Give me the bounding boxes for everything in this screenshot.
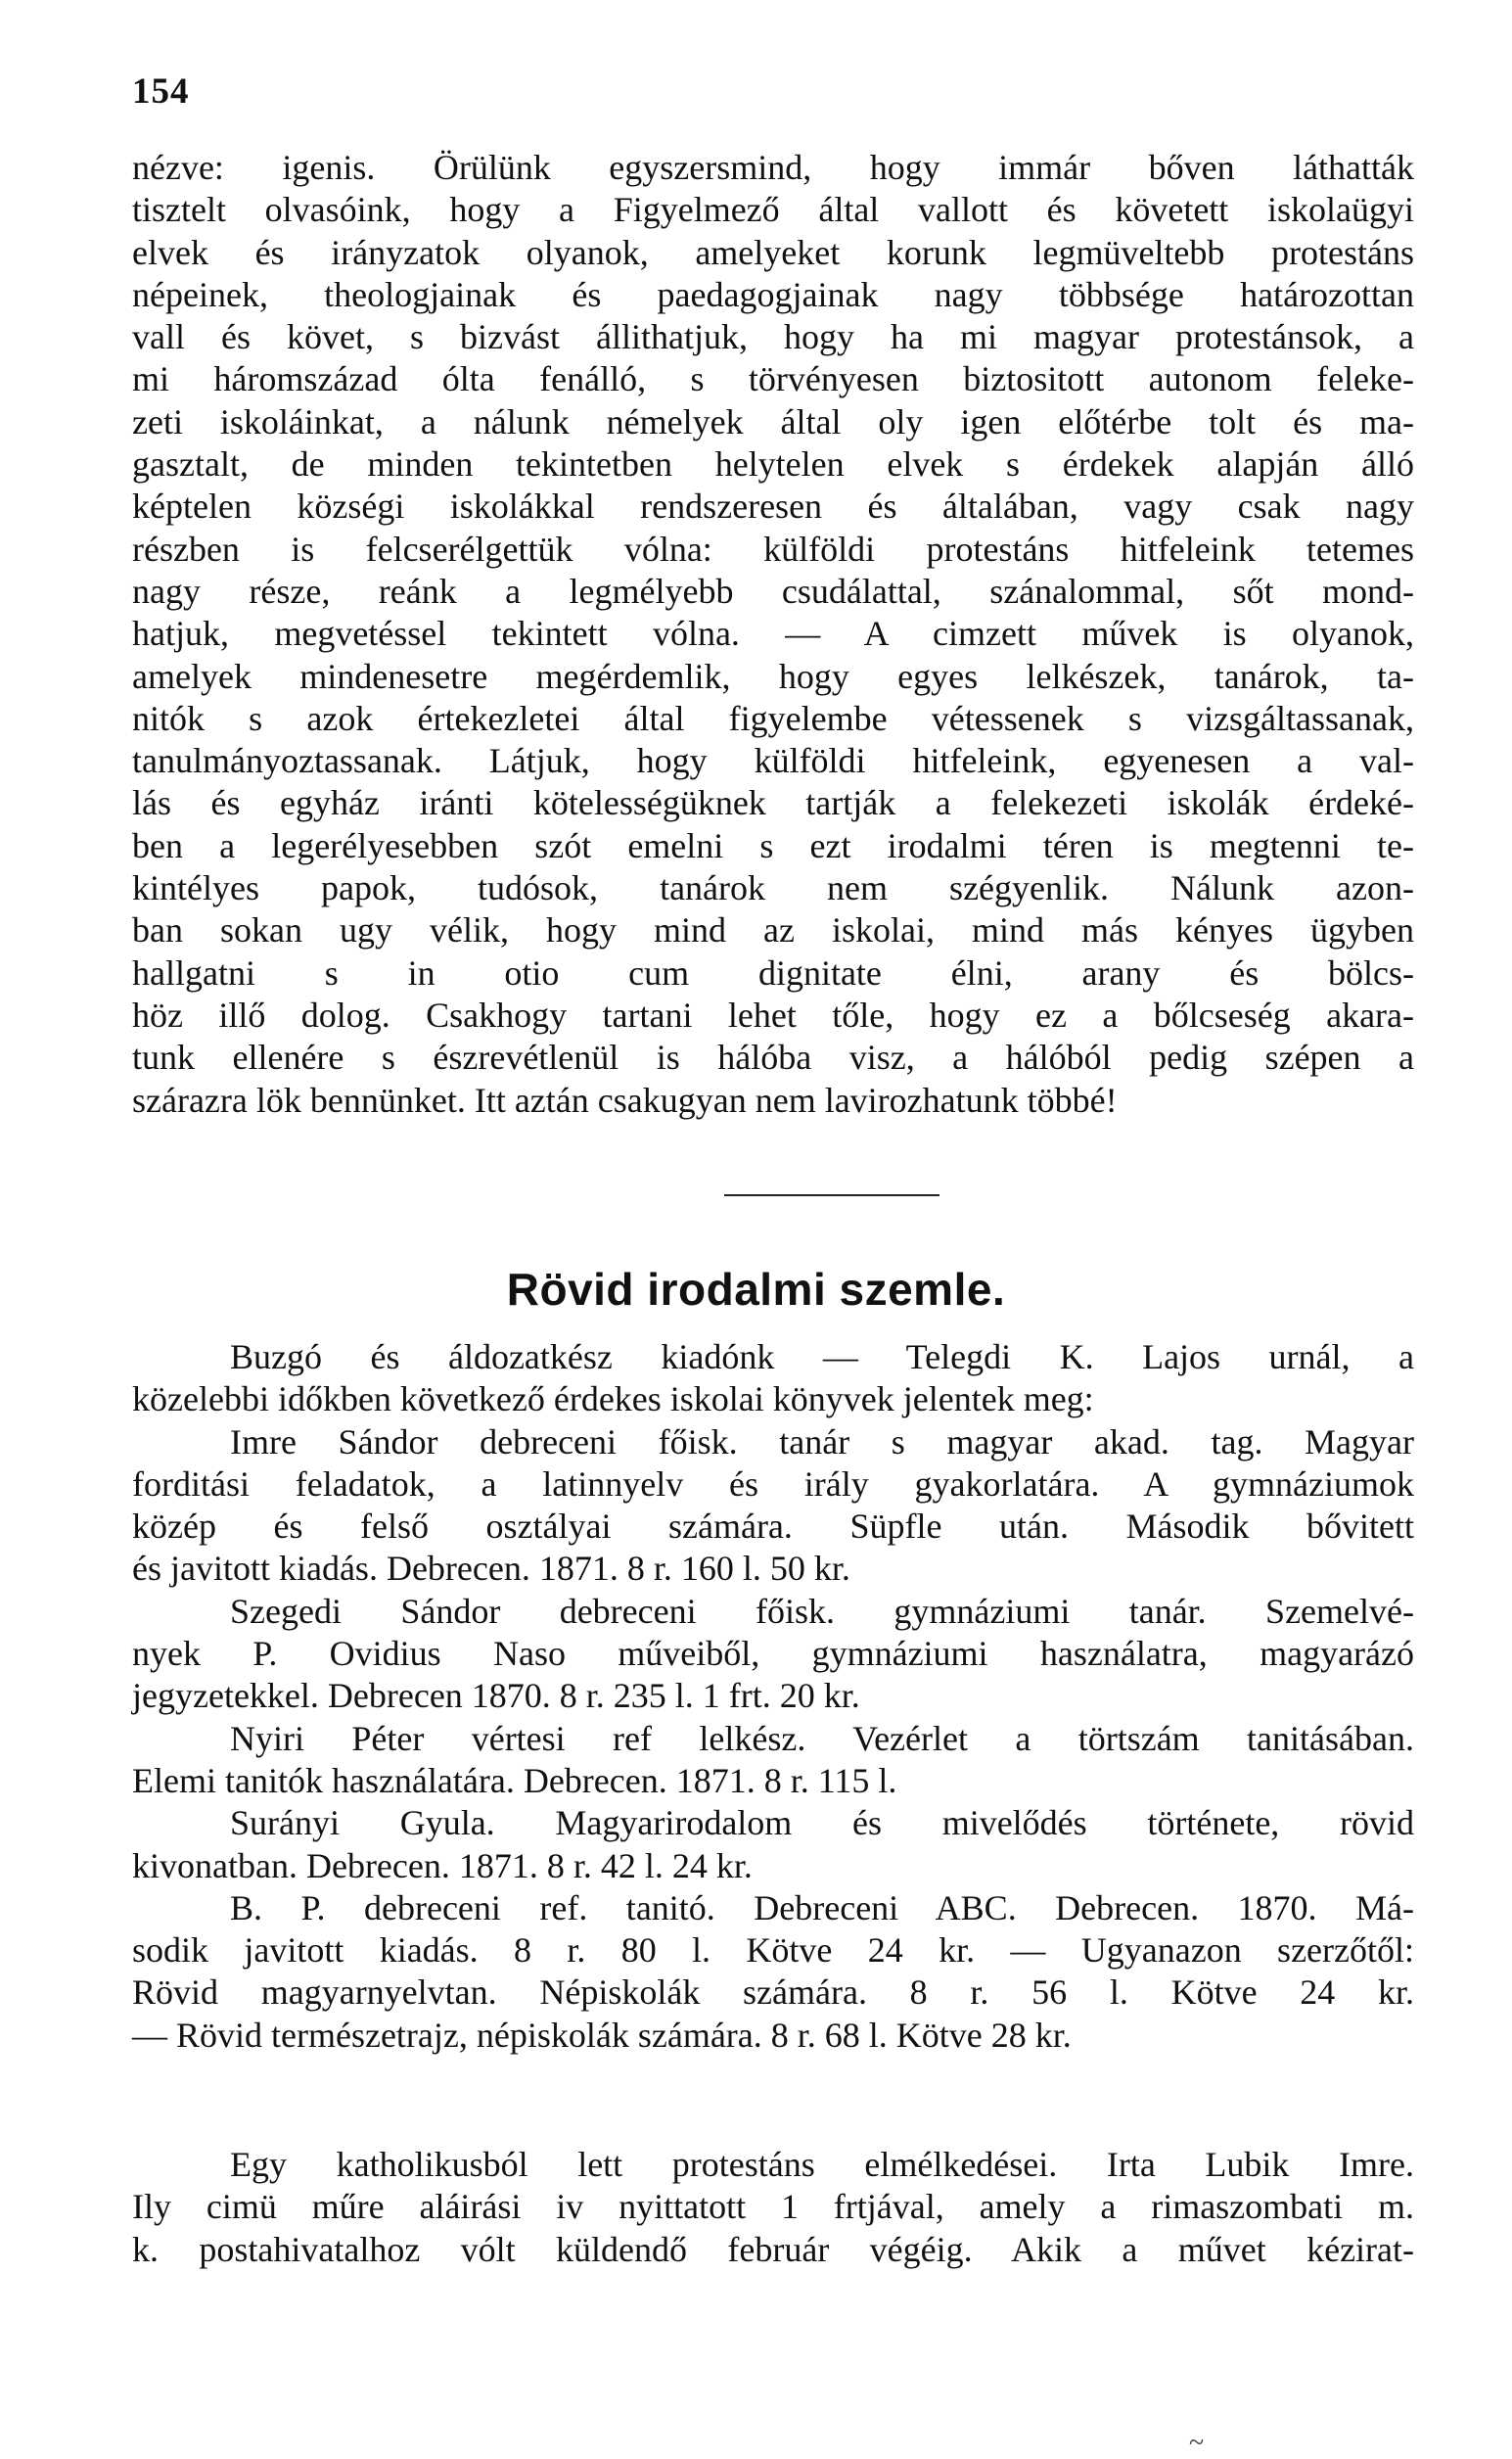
text-line: lás és egyház iránti kötelességüknek tartják a felekezeti iskolák érdeké-	[132, 783, 1414, 823]
text-line: zeti iskoláinkat, a nálunk némelyek által oly igen előtérbe tolt és ma-	[132, 401, 1414, 441]
text-line: hallgatni s in otio cum dignitate élni, arany és bölcs-	[132, 952, 1414, 993]
text-line: gasztalt, de minden tekintetben helytelen elvek s érdekek alapján álló	[132, 444, 1414, 485]
text-line: — Rövid természetrajz, népiskolák számára. 8 r. 68 l. Kötve 28 kr.	[132, 2015, 1072, 2055]
text-line: Buzgó és áldozatkész kiadónk — Telegdi K. Lajos urnál, a	[230, 1337, 1414, 1376]
section-heading: Rövid irodalmi szemle.	[506, 1264, 1006, 1315]
text-line: ben a legerélyesebben szót emelni s ezt irodalmi téren is megtenni te-	[132, 825, 1414, 865]
text-line: ban sokan ugy vélik, hogy mind az iskolai, mind más kényes ügyben	[132, 910, 1414, 951]
text-line: forditási feladatok, a latinnyelv és irály gyakorlatára. A gymnáziumok	[132, 1463, 1414, 1504]
text-line: B. P. debreceni ref. tanitó. Debreceni ABC. Debrecen. 1870. Má-	[230, 1887, 1414, 1927]
text-line: Rövid magyarnyelvtan. Népiskolák számára. 8 r. 56 l. Kötve 24 kr.	[132, 1972, 1414, 2013]
text-line: k. postahivatalhoz vólt küldendő február végéig. Akik a művet kézirat-	[132, 2229, 1414, 2269]
text-line: Szegedi Sándor debreceni főisk. gymnáziumi tanár. Szemelvé-	[230, 1591, 1414, 1631]
intro-paragraph	[132, 147, 1414, 1122]
text-line: jegyzetekkel. Debrecen 1870. 8 r. 235 l. 1 frt. 20 kr.	[132, 1676, 860, 1716]
text-line: szárazra lök bennünket. Itt aztán csakugyan nem lavirozhatunk többé!	[132, 1080, 1118, 1120]
text-line: közelebbi időkben következő érdekes iskolai könyvek jelentek meg:	[132, 1379, 1094, 1419]
text-line: nitók s azok értekezletei által figyelembe vétessenek s vizsgáltassanak,	[132, 698, 1414, 738]
text-line: hatjuk, megvetéssel tekintett vólna. — A cimzett művek is olyanok,	[132, 614, 1414, 654]
footer-mark: ~	[1189, 2428, 1205, 2458]
text-line: nézve: igenis. Örülünk egyszersmind, hogy immár bőven láthatták	[132, 148, 1414, 187]
text-line: tanulmányoztassanak. Látjuk, hogy külföldi hitfeleink, egyenesen a val-	[132, 741, 1414, 781]
section-divider	[724, 1194, 939, 1196]
text-line: Ily cimü műre aláirási iv nyittatott 1 frtjával, amely a rimaszombati m.	[132, 2187, 1414, 2227]
text-line: és javitott kiadás. Debrecen. 1871. 8 r. 160 l. 50 kr.	[132, 1549, 850, 1589]
text-line: kintélyes papok, tudósok, tanárok nem szégyenlik. Nálunk azon-	[132, 868, 1414, 908]
text-line: kivonatban. Debrecen. 1871. 8 r. 42 l. 24 kr.	[132, 1845, 753, 1885]
notice-paragraph	[132, 2144, 1414, 2271]
text-line: nagy része, reánk a legmélyebb csudálattal, szánalommal, sőt mond-	[132, 571, 1414, 611]
text-line: tunk ellenére s észrevétlenül is hálóba visz, a hálóból pedig szépen a	[132, 1038, 1414, 1078]
text-line: tisztelt olvasóink, hogy a Figyelmező által vallott és követett iskolaügyi	[132, 190, 1414, 230]
text-line: Surányi Gyula. Magyarirodalom és mivelődés története, rövid	[230, 1803, 1414, 1843]
text-line: mi háromszázad ólta fenálló, s törvényesen biztositott autonom feleke-	[132, 359, 1414, 399]
text-line: képtelen községi iskolákkal rendszeresen és általában, vagy csak nagy	[132, 487, 1414, 527]
text-line: sodik javitott kiadás. 8 r. 80 l. Kötve 24 kr. — Ugyanazon szerzőtől:	[132, 1930, 1414, 1971]
text-line: Imre Sándor debreceni főisk. tanár s magyar akad. tag. Magyar	[230, 1421, 1414, 1461]
text-line: elvek és irányzatok olyanok, amelyeket korunk legmüveltebb protestáns	[132, 232, 1414, 272]
page-number: 154	[132, 71, 190, 112]
text-line: Egy katholikusból lett protestáns elmélkedései. Irta Lubik Imre.	[230, 2145, 1414, 2184]
text-line: vall és követ, s bizvást állithatjuk, hogy ha mi magyar protestánsok, a	[132, 317, 1414, 357]
review-section	[132, 1336, 1414, 2057]
text-line: höz illő dolog. Csakhogy tartani lehet tőle, hogy ez a bőlcseség akara-	[132, 995, 1414, 1035]
text-line: amelyek mindenesetre megérdemlik, hogy egyes lelkészek, tanárok, ta-	[132, 656, 1414, 696]
text-line: közép és felső osztályai számára. Süpfle után. Második bővitett	[132, 1507, 1414, 1547]
text-line: nyek P. Ovidius Naso műveiből, gymnáziumi használatra, magyarázó	[132, 1634, 1414, 1674]
text-line: Elemi tanitók használatára. Debrecen. 1871. 8 r. 115 l.	[132, 1760, 897, 1800]
text-line: részben is felcserélgettük vólna: külföldi protestáns hitfeleink tetemes	[132, 529, 1414, 569]
text-line: népeinek, theologjainak és paedagogjainak nagy többsége határozottan	[132, 274, 1414, 314]
text-line: Nyiri Péter vértesi ref lelkész. Vezérlet a törtszám tanitásában.	[230, 1718, 1414, 1758]
